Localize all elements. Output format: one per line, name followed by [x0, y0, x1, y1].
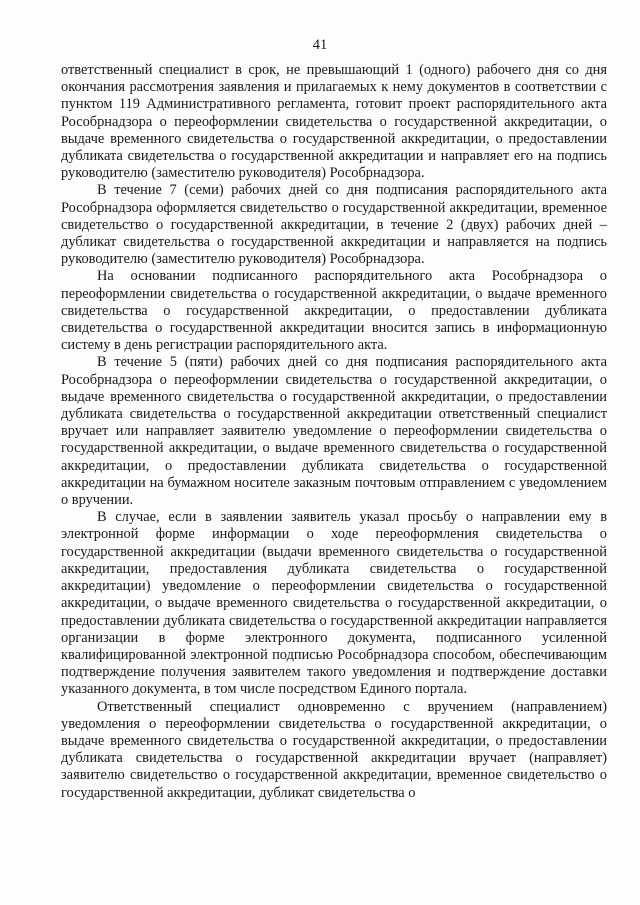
- paragraph: В течение 7 (семи) рабочих дней со дня подписания распорядительного акта Рособрнадзора оформляется свидетельство о государственной аккредитации, временное свидетельство о государственной аккредитации, в течение 2 (двух) рабочих дней – дубликат свидетельства о государственной аккредитации и направляется на подпись руководителю (заместителю руководителя) Рособрнадзора.: [61, 182, 607, 268]
- paragraph: Ответственный специалист одновременно с вручением (направлением) уведомления о переоформлении свидетельства о государственной аккредитации, о выдаче временного свидетельства о государственной аккредитации, о предоставлении дубликата свидетельства о государственной аккредитации вручает (направляет) заявителю свидетельство о государственной аккредитации, временное свидетельство о государственной аккредитации, дубликат свидетельства о: [61, 698, 607, 801]
- paragraph-continuation: ответственный специалист в срок, не превышающий 1 (одного) рабочего дня со дня окончания рассмотрения заявления и прилагаемых к нему документов в соответствии с пунктом 119 Административного регламента, готовит проект распорядительного акта Рособрнадзора о переоформлении свидетельства о государственной аккредитации, о выдаче временного свидетельства о государственной аккредитации, о предоставлении дубликата свидетельства о государственной аккредитации и направляет его на подпись руководителю (заместителю руководителя) Рособрнадзора.: [61, 62, 607, 182]
- page-number: 41: [312, 37, 328, 53]
- document-body: [61, 62, 607, 802]
- paragraph: На основании подписанного распорядительного акта Рособрнадзора о переоформлении свидетельства о государственной аккредитации, о выдаче временного свидетельства о государственной аккредитации, о предоставлении дубликата свидетельства о государственной аккредитации вносится запись в информационную систему в день регистрации распорядительного акта.: [61, 268, 607, 354]
- paragraph: В течение 5 (пяти) рабочих дней со дня подписания распорядительного акта Рособрнадзора о переоформлении свидетельства о государственной аккредитации, о выдаче временного свидетельства о государственной аккредитации, о предоставлении дубликата свидетельства о государственной аккредитации ответственный специалист вручает или направляет заявителю уведомление о переоформлении свидетельства о государственной аккредитации, о выдаче временного свидетельства о государственной аккредитации, о предоставлении дубликата свидетельства о государственной аккредитации на бумажном носителе заказным почтовым отправлением с уведомлением о вручении.: [61, 354, 607, 509]
- paragraph: В случае, если в заявлении заявитель указал просьбу о направлении ему в электронной форме информации о ходе переоформления свидетельства о государственной аккредитации (выдачи временного свидетельства о государственной аккредитации, предоставления дубликата свидетельства о государственной аккредитации) уведомление о переоформлении свидетельства о государственной аккредитации, о выдаче временного свидетельства о государственной аккредитации, о предоставлении дубликата свидетельства о государственной аккредитации направляется организации в форме электронного документа, подписанного усиленной квалифицированной электронной подписью Рособрнадзора способом, обеспечивающим подтверждение получения заявителем такого уведомления и подтверждение доставки указанного документа, в том числе посредством Единого портала.: [61, 509, 607, 698]
